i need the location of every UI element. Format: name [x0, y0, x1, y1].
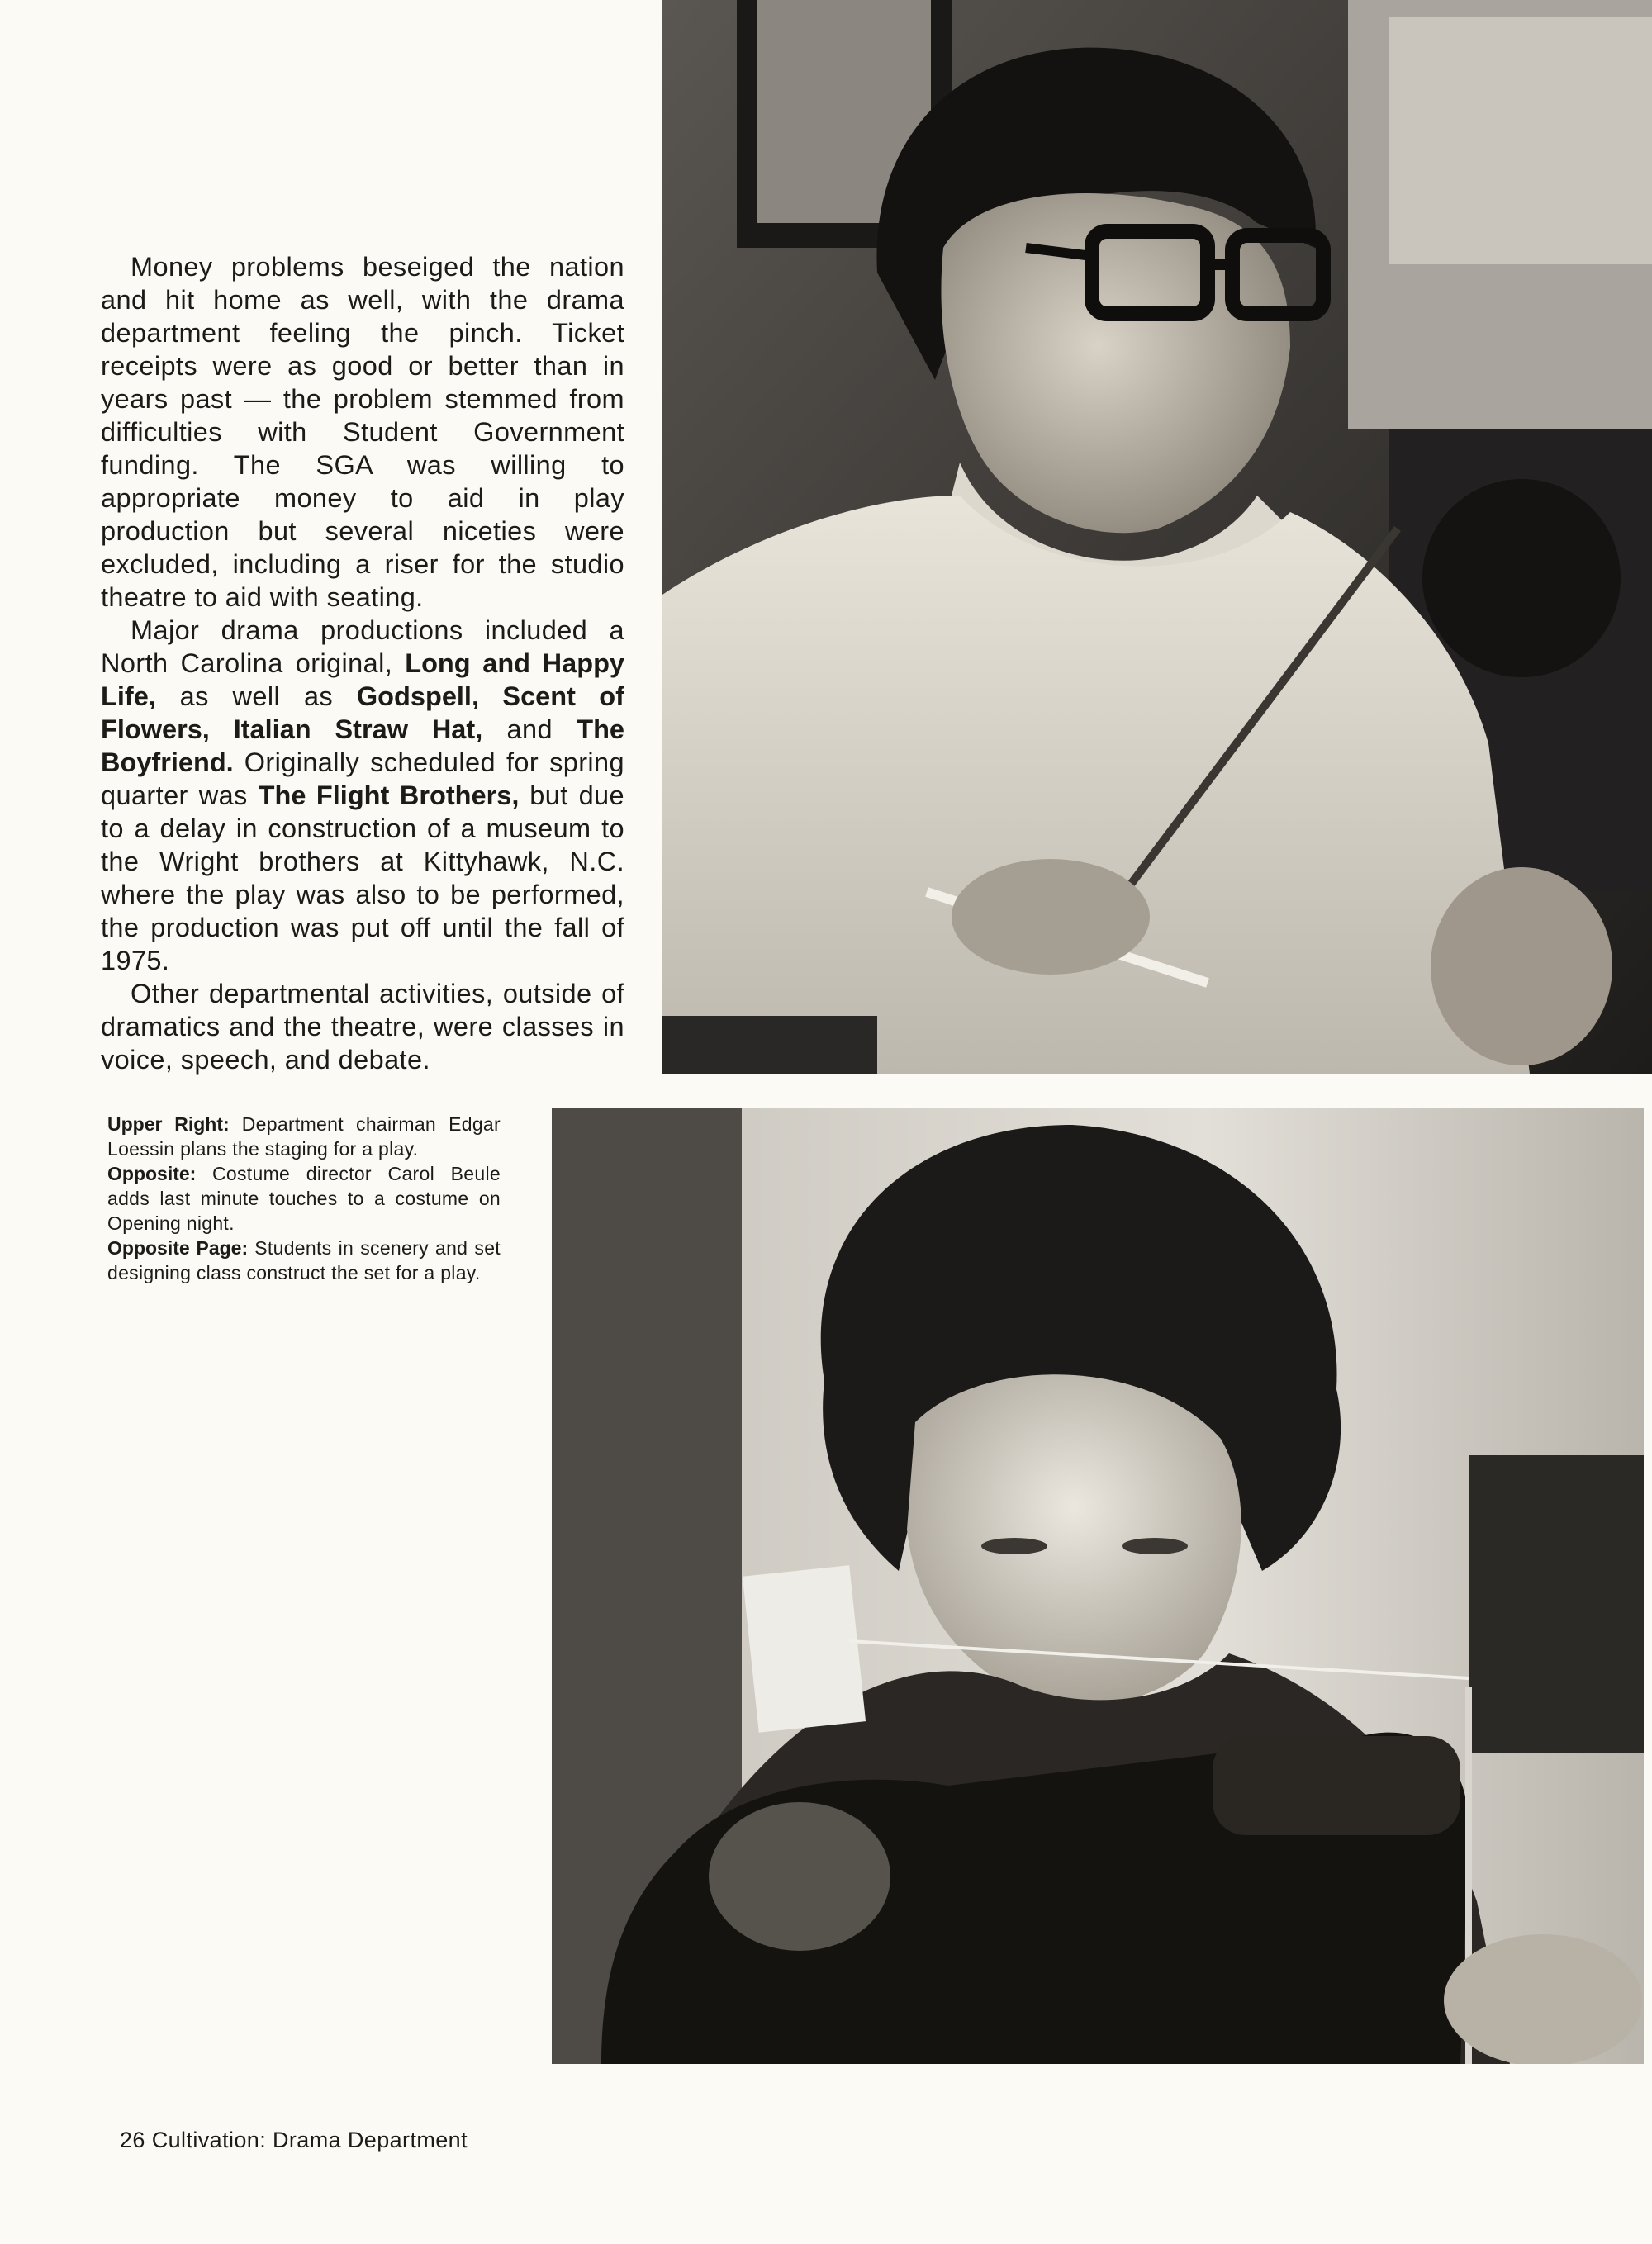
paragraph-3: Other departmental activities, outside of dramatics and the theatre, were classes in voice, speech, and debate. [101, 979, 624, 1075]
play-titles-group: Godspell, Scent of Flowers, Italian Straw Hat, [101, 681, 624, 744]
p2-text-d: Originally scheduled for spring quarter was [101, 747, 624, 810]
page-footer: 26 Cultivation: Drama Department [120, 2128, 468, 2152]
caption-opposite [107, 1161, 501, 1236]
p2-text-e: but due to a delay in construction of a museum to the Wright brothers at Kittyhawk, N.C. where the play was also to be performed, the production was put off until the fall of 1975. [101, 780, 625, 975]
photo-costume-director [552, 1108, 1644, 2064]
photo-department-chairman [662, 0, 1652, 1074]
caption-text: Costume director Carol Beule adds last minute touches to a costume on Opening night. [107, 1163, 501, 1234]
caption-label: Upper Right: [107, 1113, 230, 1135]
play-title-long-and-happy-life: Long and Happy Life, [101, 648, 624, 711]
caption-text: Department chairman Edgar Loessin plans the staging for a play. [107, 1113, 501, 1160]
paragraph-2 [101, 614, 624, 977]
caption-label: Opposite Page: [107, 1237, 249, 1259]
caption-label: Opposite: [107, 1163, 197, 1184]
p2-text-c: and [506, 714, 553, 744]
caption-text: Students in scenery and set designing class construct the set for a play. [107, 1237, 501, 1283]
caption-upper-right [107, 1112, 501, 1161]
p2-text-a: Major drama productions included a North Carolina original, [101, 615, 624, 678]
photo-captions [107, 1112, 501, 1285]
photo-illustration-chairman [662, 0, 1652, 1074]
article-body [101, 250, 624, 1076]
p2-text-b: as well as [179, 681, 334, 711]
play-title-the-boyfriend: The Boyfriend. [101, 714, 624, 777]
play-title-flight-brothers: The Flight Brothers, [258, 780, 520, 810]
caption-opposite-page [107, 1236, 501, 1285]
photo-illustration-costume-director [552, 1108, 1644, 2064]
paragraph-1: Money problems beseiged the nation and hit home as well, with the drama department feeling the pinch. Ticket receipts were as good or better than in years past — the problem stemmed from difficulties with Student Government funding. The SGA was willing to appropriate money to aid in play production but several niceties were excluded, including a riser for the studio theatre to aid with seating. [101, 252, 624, 612]
